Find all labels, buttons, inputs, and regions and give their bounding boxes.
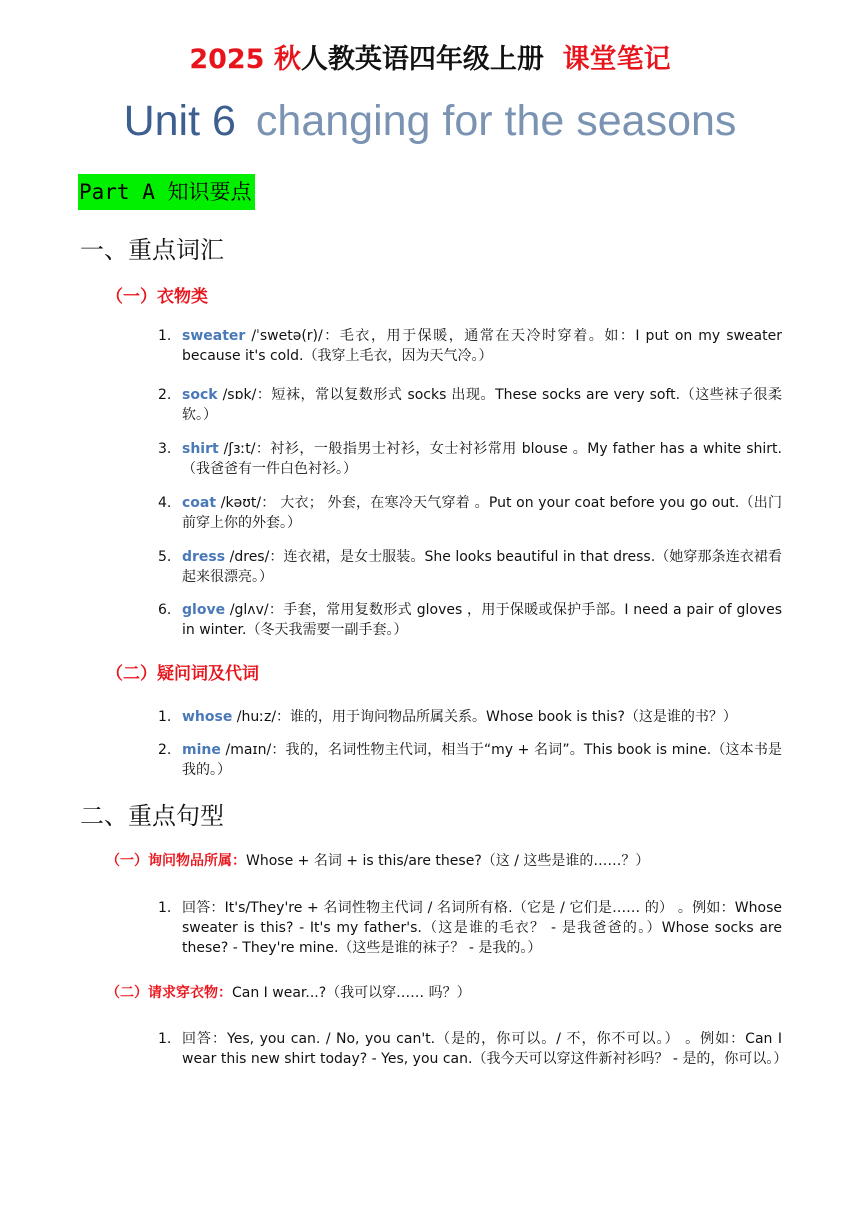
vocab-definition: /maɪn/：我的，名词性物主代词，相当于“my + 名词”。This book is mine.（这本书是我的。） xyxy=(182,742,782,778)
pattern-item xyxy=(158,898,782,958)
pattern-text: Whose + 名词 + is this/are these?（这 / 这些是谁的……？） xyxy=(246,853,650,869)
vocab-definition: /dres/：连衣裙，是女士服装。She looks beautiful in that dress.（她穿那条连衣裙看起来很漂亮。） xyxy=(182,549,782,585)
vocab-item xyxy=(158,740,782,780)
vocab-definition: /ˈswetə(r)/：毛衣，用于保暖，通常在天冷时穿着。如：I put on my sweater because it's cold.（我穿上毛衣，因为天气冷。） xyxy=(182,328,782,364)
item-number: 4. xyxy=(158,495,172,511)
pattern-1-heading xyxy=(106,849,649,873)
item-number: 1. xyxy=(158,328,172,344)
vocab-definition: /kəʊt/： 大衣； 外套，在寒冷天气穿着 。Put on your coat before you go out.（出门前穿上你的外套。） xyxy=(182,495,782,531)
vocab-definition: /huːz/：谁的，用于询问物品所属关系。Whose book is this?（这是谁的书？） xyxy=(232,709,737,725)
item-number: 1. xyxy=(158,1031,172,1047)
item-number: 6. xyxy=(158,602,172,618)
vocab-word: dress xyxy=(182,549,226,565)
vocab-word: shirt xyxy=(182,441,219,457)
vocab-item xyxy=(158,493,782,533)
title-year: 2025 秋 xyxy=(189,44,301,75)
section-1-heading: 一、重点词汇 xyxy=(80,236,224,264)
vocab-definition: /glʌv/：手套，常用复数形式 gloves ，用于保暖或保护手部。I need a pair of gloves in winter.（冬天我需要一副手套。） xyxy=(182,602,782,638)
vocab-item xyxy=(158,600,782,640)
item-number: 2. xyxy=(158,742,172,758)
item-number: 2. xyxy=(158,387,172,403)
vocab-definition: /ʃɜːt/：衬衫，一般指男士衬衫，女士衬衫常用 blouse 。My father has a white shirt.（我爸爸有一件白色衬衫。） xyxy=(182,441,782,477)
vocab-item xyxy=(158,326,782,366)
vocab-word: whose xyxy=(182,709,233,725)
pattern-2-heading xyxy=(106,981,471,1005)
vocab-word: sock xyxy=(182,387,218,403)
item-number: 5. xyxy=(158,549,172,565)
vocab-item xyxy=(158,385,782,425)
pattern-example: 回答：It's/They're + 名词性物主代词 / 名词所有格.（它是 / 它们是…… 的） 。例如：Whose sweater is this? - It's my father's.（这是谁的毛衣？ - 是我爸爸的。）Whose socks are these? - They're mine.（这些是谁的袜子？ - 是我的。） xyxy=(182,900,782,956)
pattern-item xyxy=(158,1029,788,1069)
vocab-item xyxy=(158,707,782,727)
item-number: 1. xyxy=(158,709,172,725)
item-number: 3. xyxy=(158,441,172,457)
vocab-word: sweater xyxy=(182,328,246,344)
pattern-label: （一）询问物品所属： xyxy=(106,853,246,869)
vocab-item xyxy=(158,439,782,479)
vocab-definition: /sɒk/：短袜，常以复数形式 socks 出现。These socks are very soft.（这些袜子很柔软。） xyxy=(182,387,782,423)
part-a-banner: Part A 知识要点 xyxy=(78,174,255,210)
pattern-example: 回答：Yes, you can. / No, you can't.（是的，你可以。/ 不，你不可以。） 。例如：Can I wear this new shirt today? - Yes, you can.（我今天可以穿这件新衬衫吗？ - 是的，你可以。） xyxy=(182,1031,788,1067)
unit-topic: changing for the seasons xyxy=(255,97,737,145)
section-2-heading: 二、重点句型 xyxy=(80,802,224,830)
item-number: 1. xyxy=(158,900,172,916)
vocab-word: mine xyxy=(182,742,221,758)
document-title xyxy=(0,42,860,78)
unit-heading xyxy=(0,94,860,148)
clothing-subheading: （一）衣物类 xyxy=(106,287,208,307)
title-main: 人教英语四年级上册 xyxy=(300,44,544,75)
vocab-word: glove xyxy=(182,602,226,618)
pattern-label: （二）请求穿衣物： xyxy=(106,985,232,1001)
vocab-word: coat xyxy=(182,495,217,511)
pattern-text: Can I wear...?（我可以穿…… 吗？） xyxy=(232,985,471,1001)
title-notes: 课堂笔记 xyxy=(562,44,671,75)
unit-label: Unit 6 xyxy=(123,97,236,145)
vocab-item xyxy=(158,547,782,587)
question-words-subheading: （二）疑问词及代词 xyxy=(106,664,259,684)
